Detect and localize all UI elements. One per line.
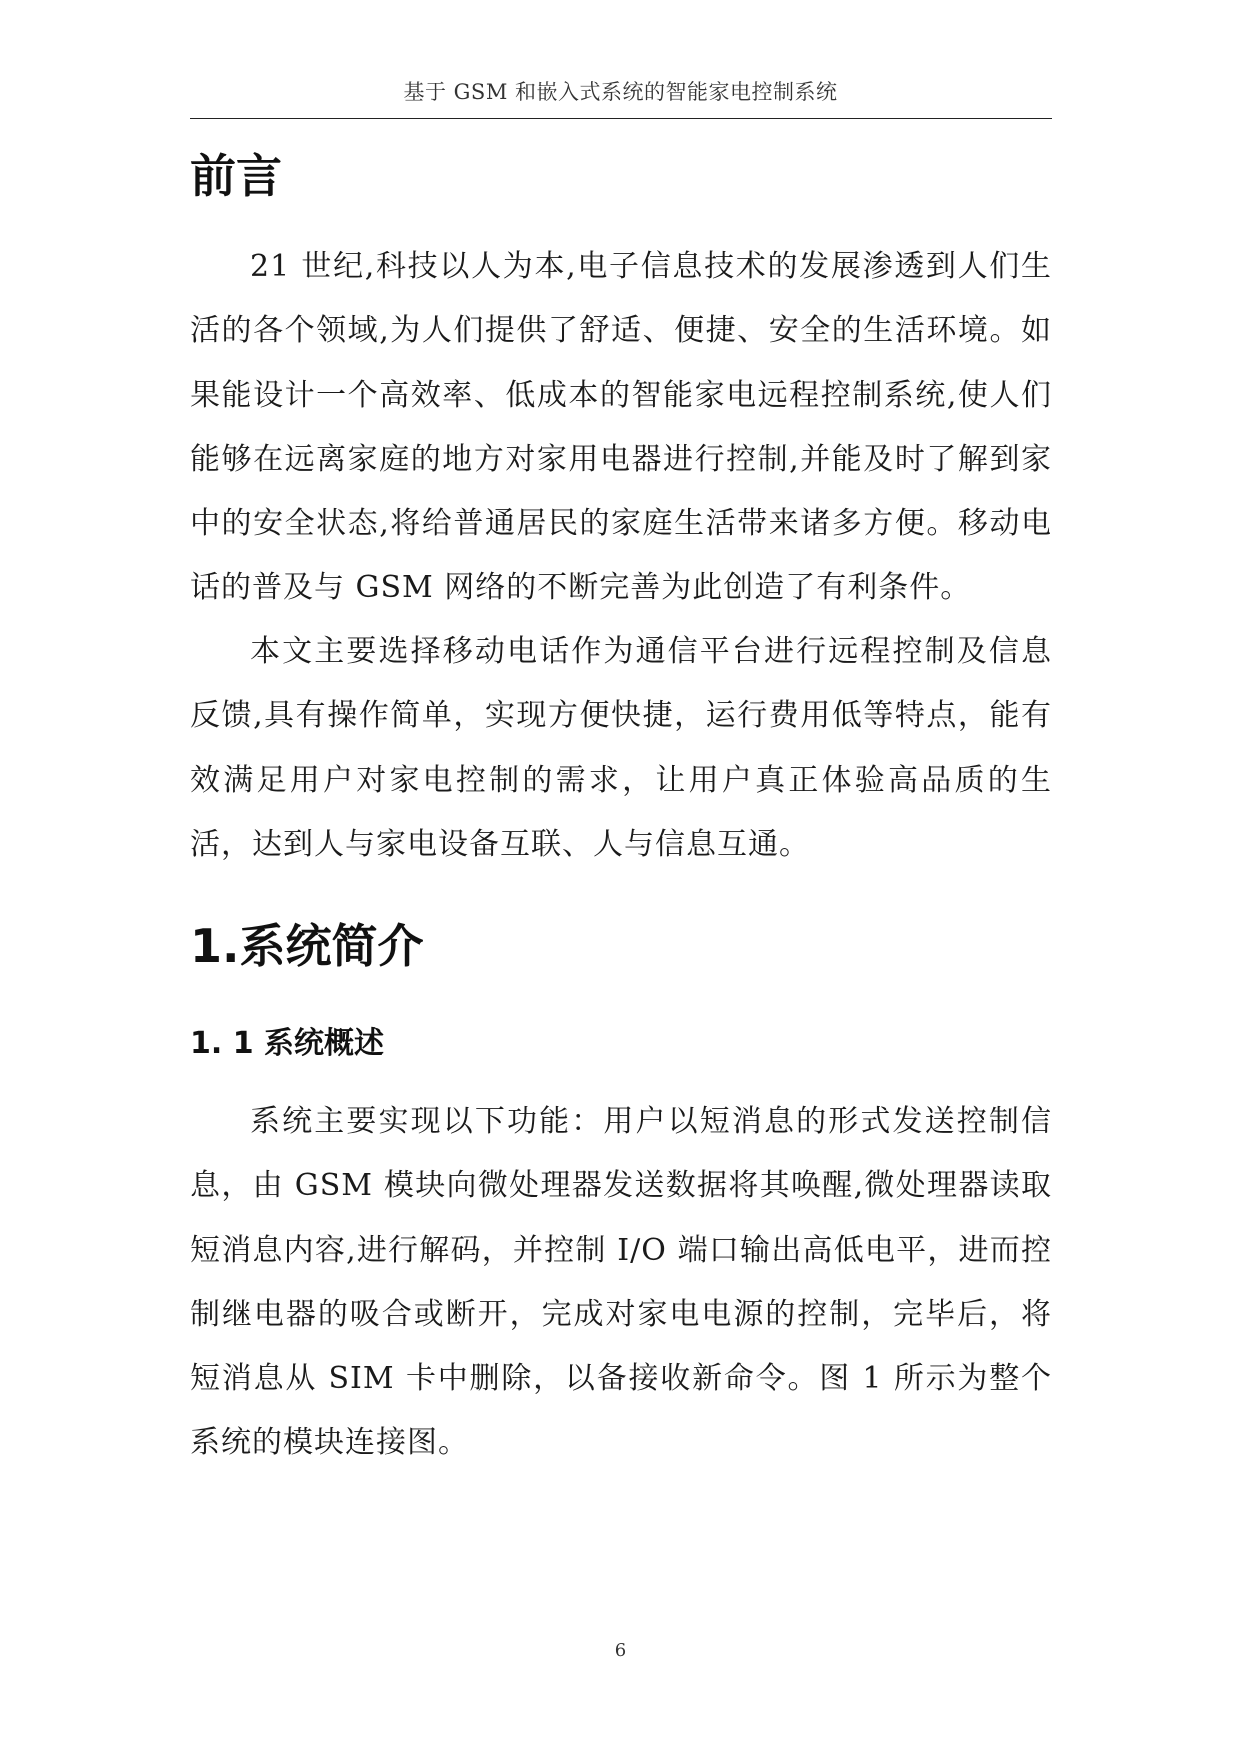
preface-paragraph-1: 21 世纪,科技以人为本,电子信息技术的发展渗透到人们生活的各个领域,为人们提供了舒适、便捷、安全的生活环境。如果能设计一个高效率、低成本的智能家电远程控制系统,使人们能够在远离家庭的地方对家用电器进行控制,并能及时了解到家中的安全状态,将给普通居民的家庭生活带来诸多方便。移动电话的普及与 GSM 网络的不断完善为此创造了有利条件。 (190, 249, 1052, 606)
preface-title: 前言 (190, 149, 282, 203)
chapter-1-title: 1.系统简介 (190, 919, 424, 973)
page-number: 6 (614, 1640, 627, 1661)
section-1-1-title: 1. 1 系统概述 (190, 1026, 385, 1061)
running-header: 基于 GSM 和嵌入式系统的智能家电控制系统 (403, 80, 838, 104)
header-rule (190, 118, 1052, 119)
preface-paragraph-2: 本文主要选择移动电话作为通信平台进行远程控制及信息反馈,具有操作简单，实现方便快捷，运行费用低等特点，能有效满足用户对家电控制的需求，让用户真正体验高品质的生活，达到人与家电设备互联、人与信息互通。 (190, 634, 1052, 862)
section-1-1-paragraph: 系统主要实现以下功能：用户以短消息的形式发送控制信息，由 GSM 模块向微处理器发送数据将其唤醒,微处理器读取短消息内容,进行解码，并控制 I/O 端口输出高低电平，进而控制继电器的吸合或断开，完成对家电电源的控制，完毕后，将短消息从 SIM 卡中删除，以备接收新命令。图 1 所示为整个系统的模块连接图。 (190, 1104, 1052, 1461)
